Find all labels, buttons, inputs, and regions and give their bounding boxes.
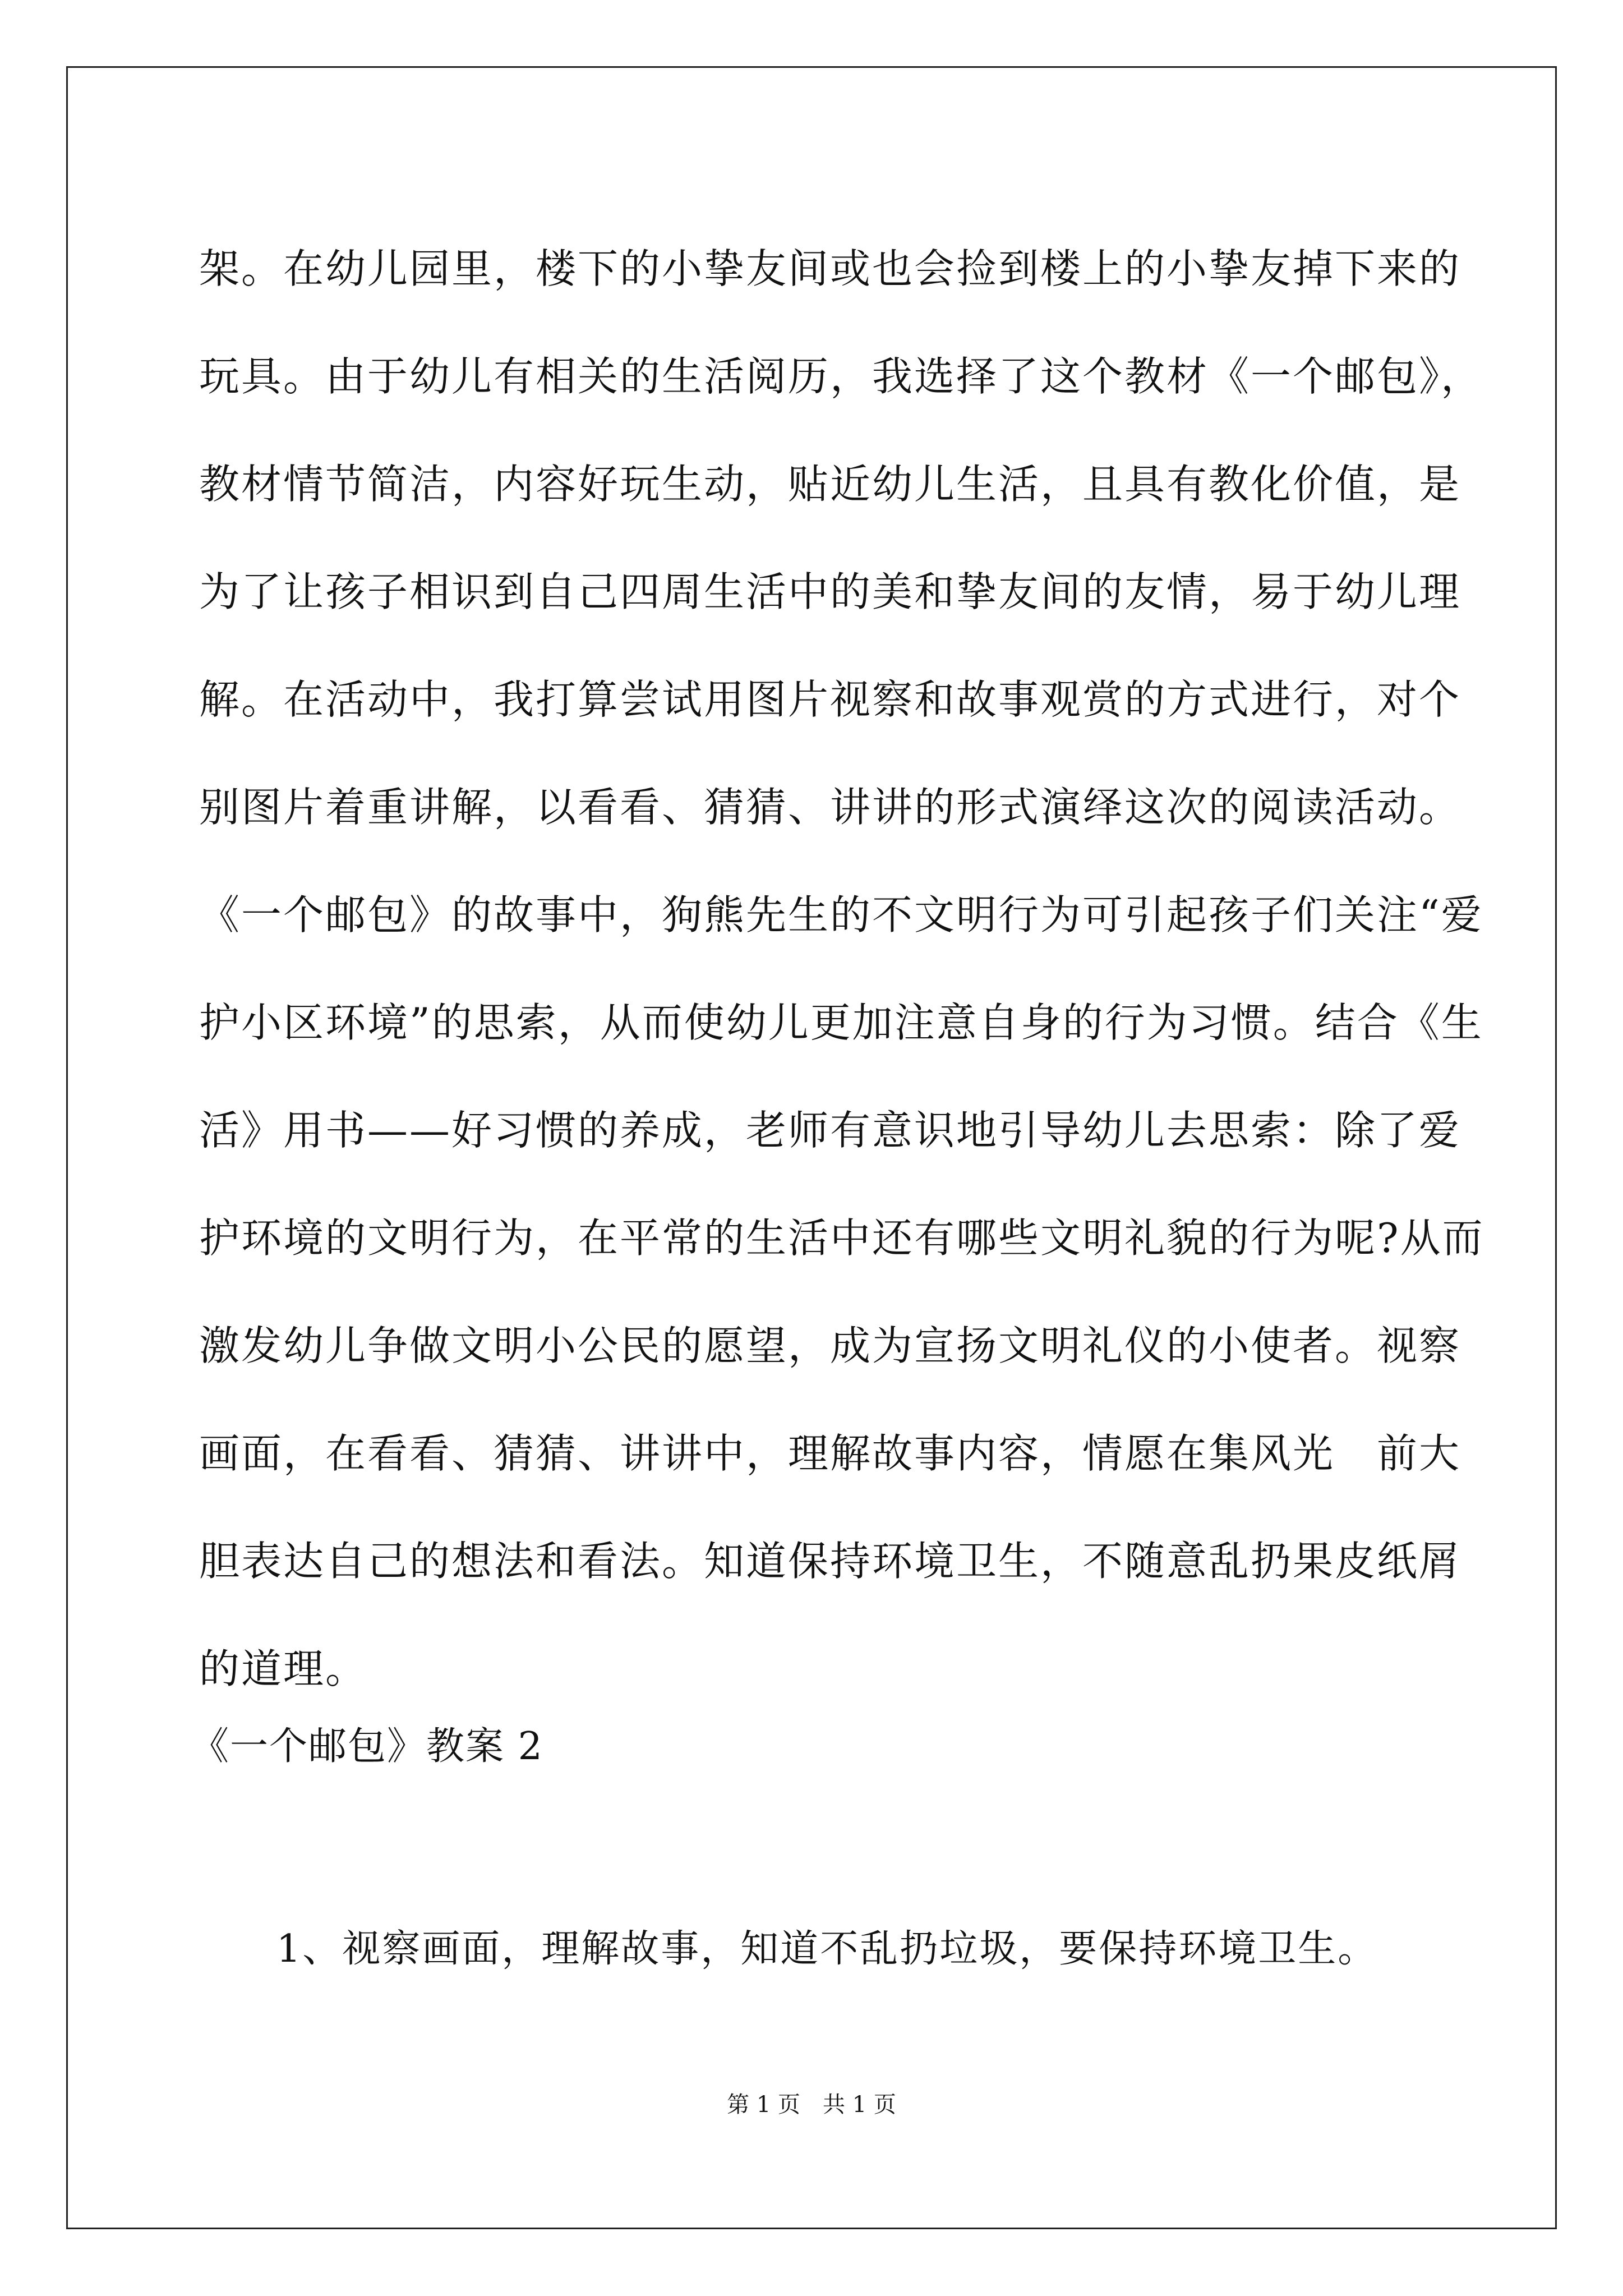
- paragraph-line: 解。在活动中，我打算尝试用图片视察和故事观赏的方式进行，对个: [199, 676, 1461, 723]
- paragraph-line: 活》用书——好习惯的养成，老师有意识地引导幼儿去思索：除了爱: [199, 1107, 1461, 1154]
- page-footer: 第 1 页 共 1 页: [727, 2092, 896, 2118]
- paragraph-line: 护环境的文明行为，在平常的生活中还有哪些文明礼貌的行为呢?从而: [199, 1214, 1484, 1262]
- paragraph-line: 别图片着重讲解，以看看、猜猜、讲讲的形式演绎这次的阅读活动。: [199, 784, 1461, 831]
- paragraph-line: 的道理。: [199, 1645, 368, 1692]
- paragraph-line: 为了让孩子相识到自己四周生活中的美和挚友间的友情，易于幼儿理: [199, 568, 1461, 615]
- paragraph-line: 护小区环境”的思索，从而使幼儿更加注意自身的行为习惯。结合《生: [199, 999, 1483, 1046]
- paragraph-line: 教材情节简洁，内容好玩生动，贴近幼儿生活，且具有教化价值，是: [199, 461, 1461, 508]
- paragraph-line: 架。在幼儿园里，楼下的小挚友间或也会捡到楼上的小挚友掉下来的: [199, 245, 1461, 292]
- paragraph-line: 胆表达自己的想法和看法。知道保持环境卫生，不随意乱扔果皮纸屑: [199, 1538, 1461, 1585]
- section-title: 《一个邮包》教案 2: [191, 1724, 543, 1769]
- body-paragraph: [199, 215, 1484, 1723]
- list-item: 1、视察画面，理解故事，知道不乱扔垃圾，要保持环境卫生。: [276, 1927, 1378, 1971]
- paragraph-line: 玩具。由于幼儿有相关的生活阅历，我选择了这个教材《一个邮包》，: [199, 353, 1483, 400]
- paragraph-line: 《一个邮包》的故事中，狗熊先生的不文明行为可引起孩子们关注“爱: [199, 891, 1483, 938]
- paragraph-line: 激发幼儿争做文明小公民的愿望，成为宣扬文明礼仪的小使者。视察: [199, 1322, 1461, 1369]
- paragraph-line: 画面，在看看、猜猜、讲讲中，理解故事内容，情愿在集风光 前大: [199, 1430, 1461, 1477]
